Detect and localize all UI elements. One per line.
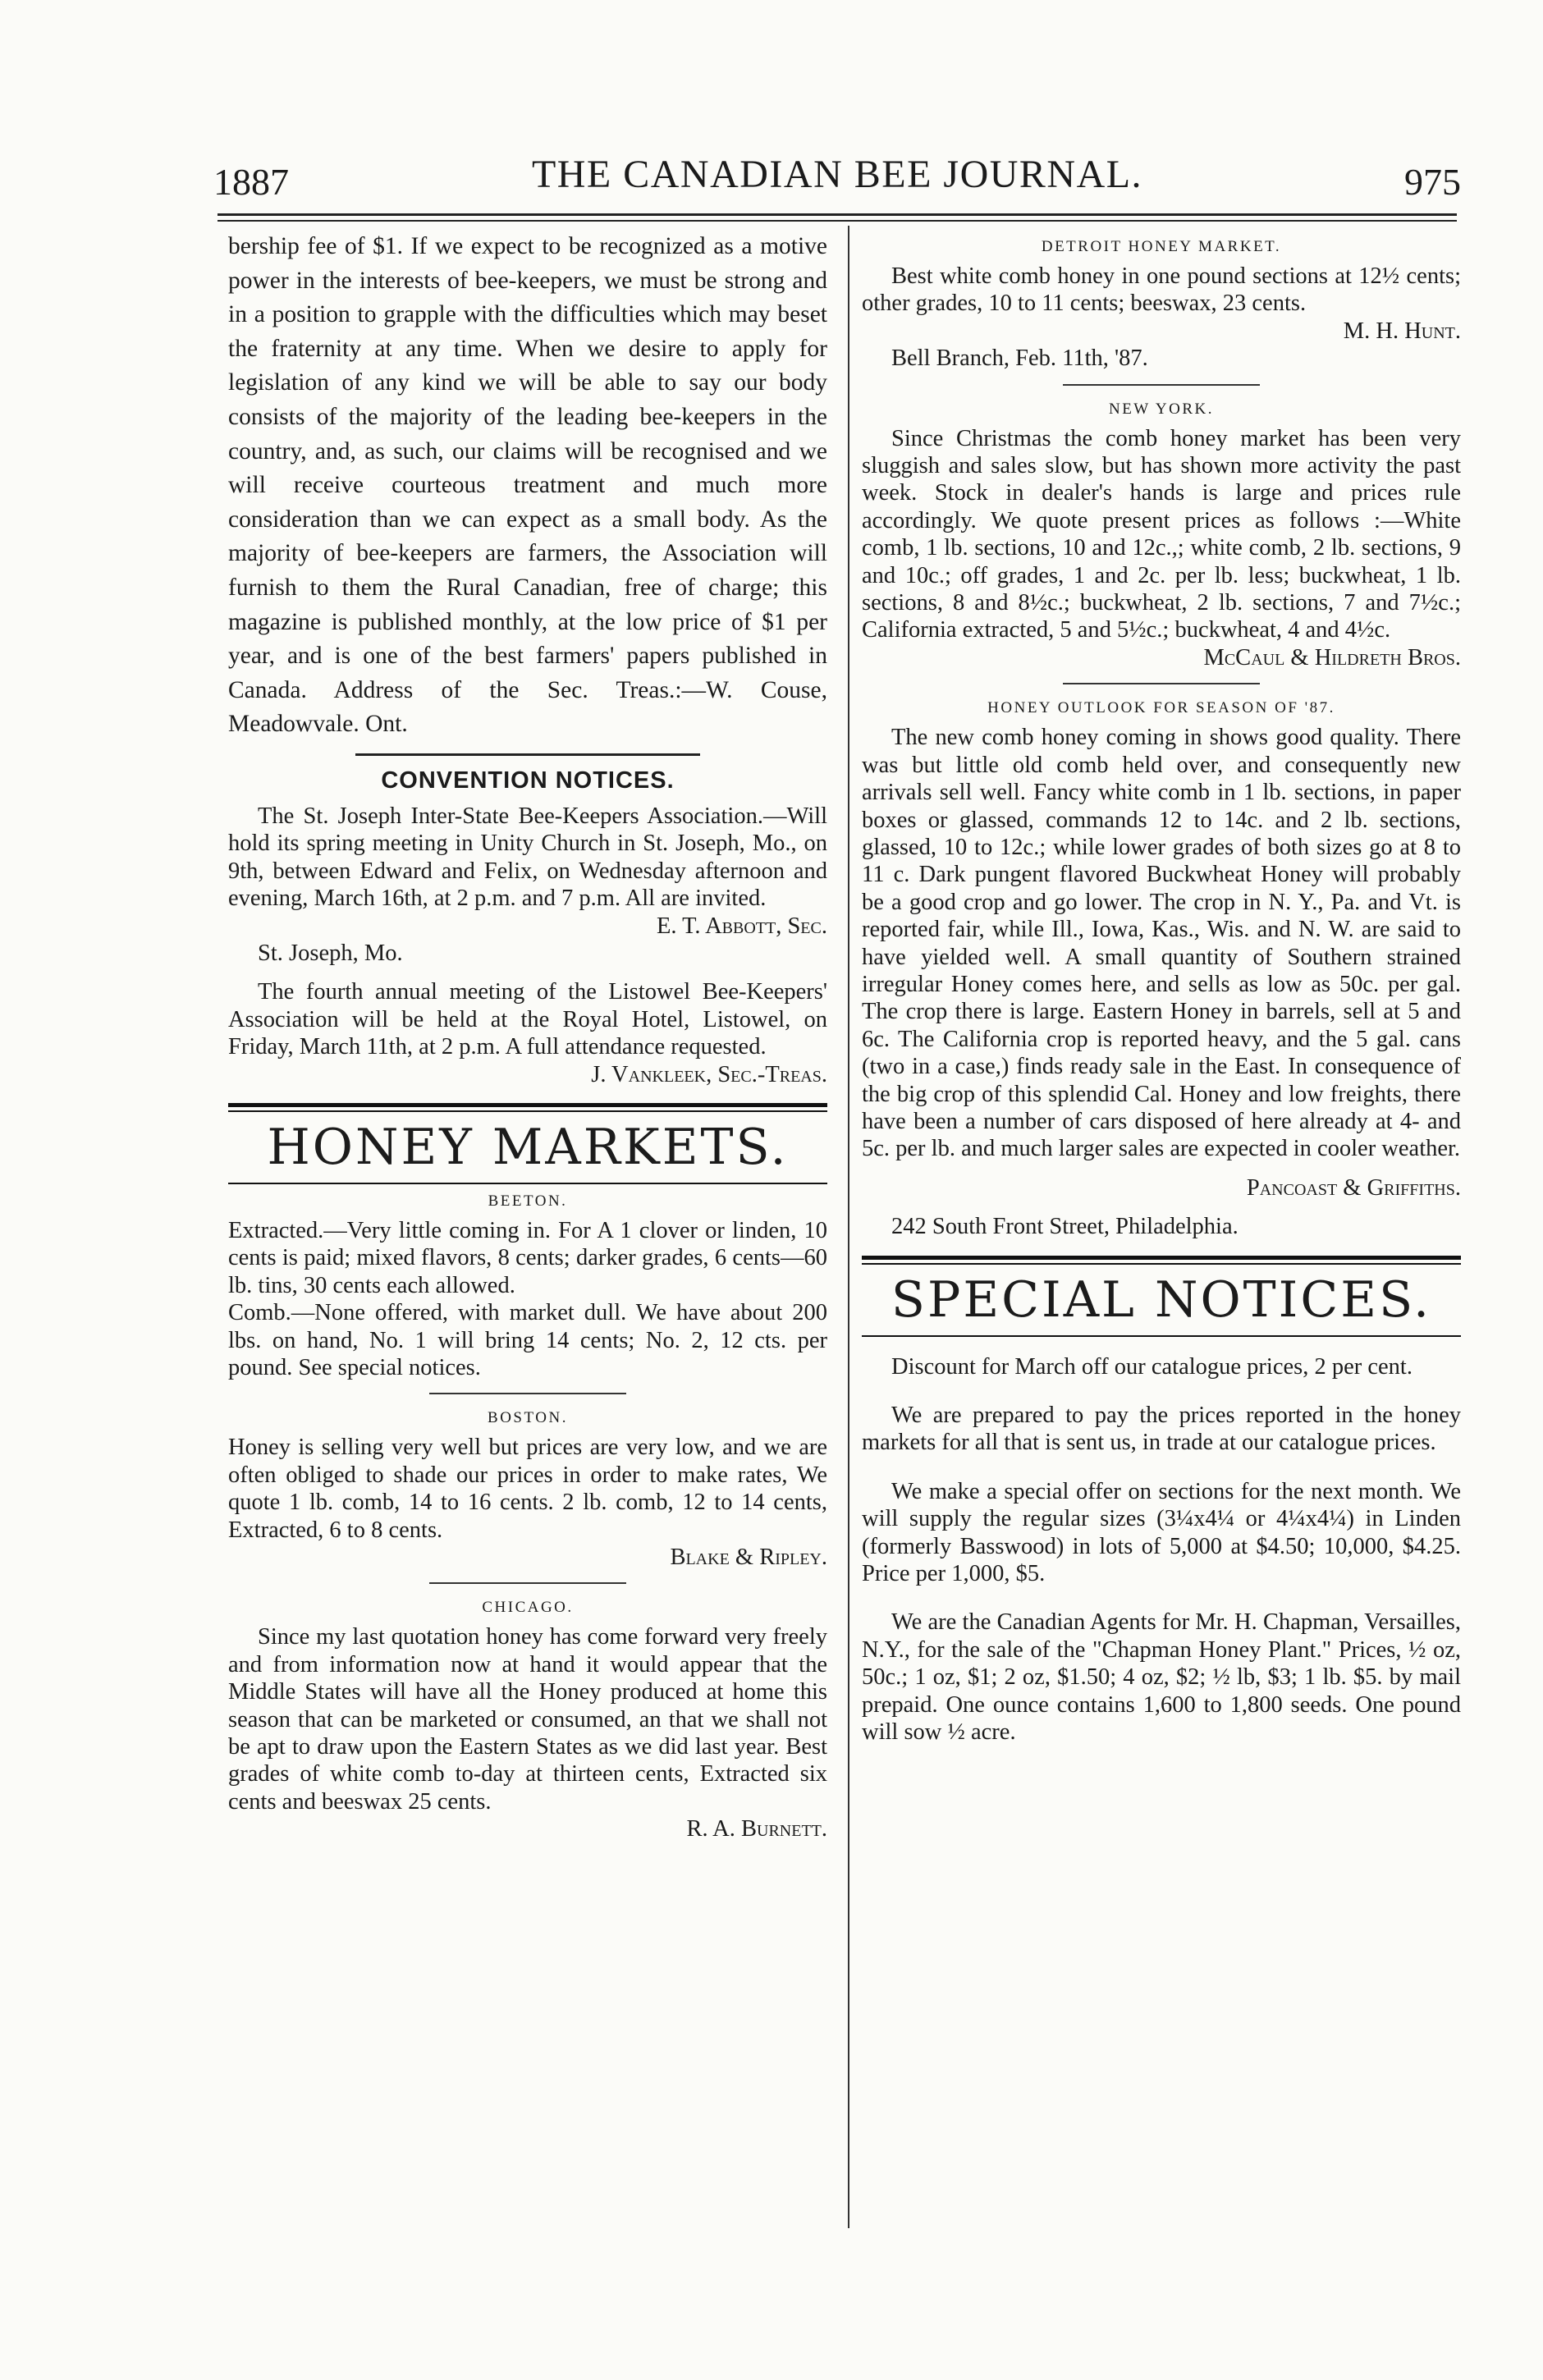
special-notices-heading: SPECIAL NOTICES. <box>891 1270 1432 1329</box>
beeton-extracted: Extracted.—Very little coming in. For A 1 clover or linden, 10 cents is paid; mixed flavors, 8 cents; darker grades, 6 cents—60 lb. tins, 30 cents each allowed. <box>228 1217 827 1298</box>
detroit-report: Best white comb honey in one pound sections at 12½ cents; other grades, 10 to 11 cents; beeswax, 23 cents. <box>862 263 1461 317</box>
journal-title: THE CANADIAN BEE JOURNAL. <box>531 153 1143 196</box>
membership-paragraph: bership fee of $1. If we expect to be recognized as a motive power in the interests of bee-keepers, we must be strong and in a position to grapple with the difficulties which may beset the fraternity at any time. When we desire to apply for legislation of any kind we will be able to say our body consists of the majority of the leading bee-keepers in the country, and, as such, our claims will be recognised and we will receive courteous treatment and much more consideration than we can expect as a small body. As the majority of bee-keepers are farmers, the Association will furnish to them the Rural Canadian, free of charge; this magazine is published monthly, at the low price of $1 per year, and is one of the best farmers' papers published in Canada. Address of the Sec. Treas.:—W. Couse, Meadowvale. Ont. <box>228 233 827 738</box>
outlook-address: 242 South Front Street, Philadelphia. <box>891 1214 1239 1240</box>
st-joseph-place: St. Joseph, Mo. <box>258 940 403 966</box>
listowel-notice: The fourth annual meeting of the Listowel Bee-Keepers' Association will be held at the Royal Hotel, Listowel, on Friday, March 11th, at 2 p.m. A full attendance requested. <box>228 979 827 1060</box>
chicago-report: Since my last quotation honey has come forward very freely and from information now at hand it would appear that the Middle States will have all the Honey produced at home this season that can be marketed or consumed, an that we shall not be apt to draw upon the Eastern States as we did last year. Best grades of white comb to-day at thirteen cents, Extracted six cents and beeswax 25 cents. <box>228 1624 827 1815</box>
header-rule <box>217 213 1457 216</box>
beeton-heading: BEETON. <box>488 1192 568 1210</box>
detroit-place: Bell Branch, Feb. 11th, '87. <box>891 346 1148 372</box>
section-rule <box>862 1256 1461 1260</box>
boston-heading: BOSTON. <box>488 1409 568 1427</box>
st-joseph-notice: The St. Joseph Inter-State Bee-Keepers Association.—Will hold its spring meeting in Unity Church in St. Joseph, Mo., on 9th, between Edward and Felix, on Wednesday afternoon and evening, March 16th, at 2 p.m. and 7 p.m. All are invited. <box>228 803 827 912</box>
chicago-heading: CHICAGO. <box>482 1599 574 1617</box>
notice-sections: We make a special offer on sections for the next month. We will supply the regular sizes (3¼x4¼ or 4¼x4¼) in Linden (formerly Basswood) in lots of 5,000 at $4.50; 10,000, $4.25. Price per 1,000, $5. <box>862 1478 1461 1587</box>
listowel-signature: J. Vankleek, Sec.-Treas. <box>591 1061 827 1087</box>
honey-markets-heading: HONEY MARKETS. <box>267 1118 789 1176</box>
section-rule-thin <box>862 1263 1461 1265</box>
left-column <box>228 230 827 1843</box>
market-divider <box>1063 683 1260 684</box>
column-divider <box>848 226 849 2228</box>
beeton-comb: Comb.—None offered, with market dull. We have about 200 lbs. on hand, No. 1 will bring 14 cents; No. 2, 12 cts. per pound. See special notices. <box>228 1300 827 1380</box>
chicago-signature: R. A. Burnett. <box>686 1816 827 1842</box>
notice-discount: Discount for March off our catalogue prices, 2 per cent. <box>891 1353 1413 1380</box>
market-divider <box>429 1582 626 1584</box>
section-rule <box>228 1103 827 1107</box>
section-rule-thin <box>228 1110 827 1112</box>
newyork-signature: McCaul & Hildreth Bros. <box>1203 644 1461 671</box>
ornamental-divider <box>355 753 700 756</box>
newyork-report: Since Christmas the comb honey market has been very sluggish and sales slow, but has shown more activity the past week. Stock in dealer's hands is large and prices rule accordingly. We quote present prices as follows :—White comb, 1 lb. sections, 10 and 12c.,; white comb, 2 lb. sections, 9 and 10c.; off grades, 1 and 2c. per lb. less; buckwheat, 1 lb. sections, 8 and 8½c.; buckwheat, 2 lb. sections, 7 and 7½c.; California extracted, 5 and 5½c.; buckwheat, 4 and 4½c. <box>862 425 1461 643</box>
notice-chapman: We are the Canadian Agents for Mr. H. Chapman, Versailles, N.Y., for the sale of the "Chapman Honey Plant." Prices, ½ oz, 50c.; 1 oz, $1; 2 oz, $1.50; 4 oz, $2; ½ lb, $3; 1 lb. $5. by mail prepaid. One ounce contains 1,600 to 1,800 seeds. One pound will sow ½ acre. <box>862 1609 1461 1746</box>
convention-heading: CONVENTION NOTICES. <box>381 767 675 794</box>
market-divider <box>429 1393 626 1394</box>
boston-report: Honey is selling very well but prices are very low, and we are often obliged to shade our prices in order to make rates, We quote 1 lb. comb, 14 to 16 cents. 2 lb. comb, 12 to 14 cents, Extracted, 6 to 8 cents. <box>228 1435 827 1543</box>
outlook-signature: Pancoast & Griffiths. <box>1246 1174 1461 1201</box>
newyork-heading: NEW YORK. <box>1108 400 1215 418</box>
st-joseph-signature: E. T. Abbott, Sec. <box>656 913 827 939</box>
outlook-heading: HONEY OUTLOOK FOR SEASON OF '87. <box>987 699 1335 717</box>
right-column <box>862 230 1461 1746</box>
boston-signature: Blake & Ripley. <box>670 1545 827 1571</box>
issue-year: 1887 <box>213 161 289 203</box>
page-number: 975 <box>1404 161 1461 203</box>
section-rule-bottom <box>228 1183 827 1184</box>
header-rule-thin <box>217 220 1457 222</box>
detroit-heading: DETROIT HONEY MARKET. <box>1041 238 1282 255</box>
notice-trade: We are prepared to pay the prices reported in the honey markets for all that is sent us, in trade at our catalogue prices. <box>862 1403 1461 1456</box>
page-header <box>213 152 1461 209</box>
outlook-report: The new comb honey coming in shows good quality. There was but little old comb held over, and consequently new arrivals sell well. Fancy white comb in 1 lb. sections, in paper boxes or glassed, commands 12 to 14c. and 2 lb. sections, glassed, 10 to 12c.; while lower grades of both sizes go at 8 to 11 c. Dark pungent flavored Buckwheat Honey will probably be a good crop and go lower. The crop in N. Y., Pa. and Vt. is reported fair, while Ill., Iowa, Kas., Wis. and N. W. are said to have yielded well. A small quantity of Southern strained irregular Honey comes here, and sells as low as 50c. per gal. The crop there is large. Eastern Honey in barrels, sell at 5 and 6c. The California crop is reported heavy, and the 5 gal. cans (two in a case,) finds ready sale in the East. In consequence of the big crop of this splendid Cal. Honey and low freights, there have been a number of cars disposed of here already at 4- and 5c. per lb. and much larger sales are expected in cooler weather. <box>862 725 1461 1162</box>
detroit-signature: M. H. Hunt. <box>1343 318 1461 344</box>
section-rule-bottom <box>862 1335 1461 1337</box>
market-divider <box>1063 384 1260 386</box>
